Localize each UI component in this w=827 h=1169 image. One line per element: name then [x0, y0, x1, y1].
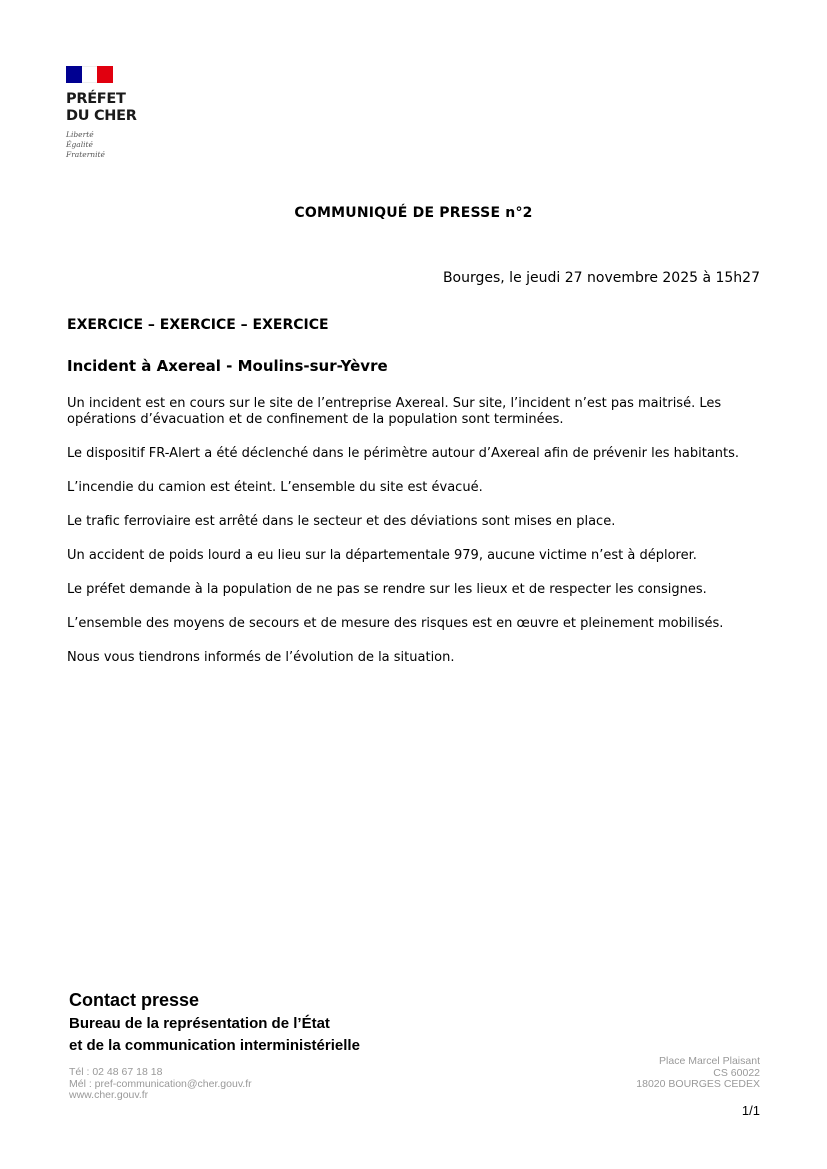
french-flag-icon [66, 66, 113, 83]
prefecture-logo [66, 66, 176, 160]
paragraph: Le préfet demande à la population de ne pas se rendre sur les lieux et de respecter les consignes. [67, 582, 707, 597]
paragraph: Un incident est en cours sur le site de l’entreprise Axereal. Sur site, l’incident n’est pas maitrisé. Les opérations d’évacuation et de confinement de la population sont terminées. [67, 396, 722, 427]
subject-heading: Incident à Axereal - Moulins-sur-Yèvre [67, 357, 388, 375]
flag-white-stripe [82, 66, 98, 83]
press-release-title: COMMUNIQUÉ DE PRESSE n°2 [294, 205, 533, 221]
contact-department-line-1: Bureau de la représentation de l’État [69, 1015, 330, 1032]
contact-department-line-2: et de la communication interministérielle [69, 1037, 360, 1054]
motto-liberte: Liberté [66, 130, 94, 139]
paragraph: Nous vous tiendrons informés de l’évolution de la situation. [67, 650, 455, 665]
press-release-body [67, 396, 762, 684]
org-name-line-2: DU CHER [66, 108, 137, 124]
motto-fraternite: Fraternité [66, 150, 105, 159]
org-name [66, 91, 176, 125]
paragraph: L’incendie du camion est éteint. L’ensemble du site est évacué. [67, 480, 483, 495]
motto-egalite: Égalité [66, 140, 93, 149]
paragraph: Un accident de poids lourd a eu lieu sur la départementale 979, aucune victime n’est à déplorer. [67, 548, 697, 563]
paragraph: Le trafic ferroviaire est arrêté dans le secteur et des déviations sont mises en place. [67, 514, 616, 529]
paragraph: Le dispositif FR-Alert a été déclenché dans le périmètre autour d’Axereal afin de prévenir les habitants. [67, 446, 740, 461]
contact-department [69, 1013, 360, 1057]
contact-details [69, 1067, 252, 1102]
republic-motto [66, 130, 176, 160]
contact-title: Contact presse [69, 990, 200, 1010]
address-line-3: 18020 BOURGES CEDEX [636, 1078, 760, 1090]
contact-email[interactable]: Mél : pref-communication@cher.gouv.fr [69, 1077, 252, 1090]
flag-red-stripe [97, 66, 113, 83]
org-name-line-1: PRÉFET [66, 91, 126, 107]
press-contact [69, 989, 360, 1057]
address-line-2: CS 60022 [713, 1066, 760, 1079]
dateline: Bourges, le jeudi 27 novembre 2025 à 15h27 [442, 270, 760, 286]
address-line-1: Place Marcel Plaisant [659, 1055, 760, 1067]
flag-blue-stripe [66, 66, 82, 83]
contact-website[interactable]: www.cher.gouv.fr [69, 1089, 149, 1101]
page-number: 1/1 [741, 1103, 760, 1118]
exercise-banner: EXERCICE – EXERCICE – EXERCICE [67, 317, 329, 333]
contact-phone: Tél : 02 48 67 18 18 [69, 1066, 163, 1078]
paragraph: L’ensemble des moyens de secours et de mesure des risques est en œuvre et pleinement mobilisés. [67, 616, 724, 631]
postal-address [636, 1056, 760, 1091]
